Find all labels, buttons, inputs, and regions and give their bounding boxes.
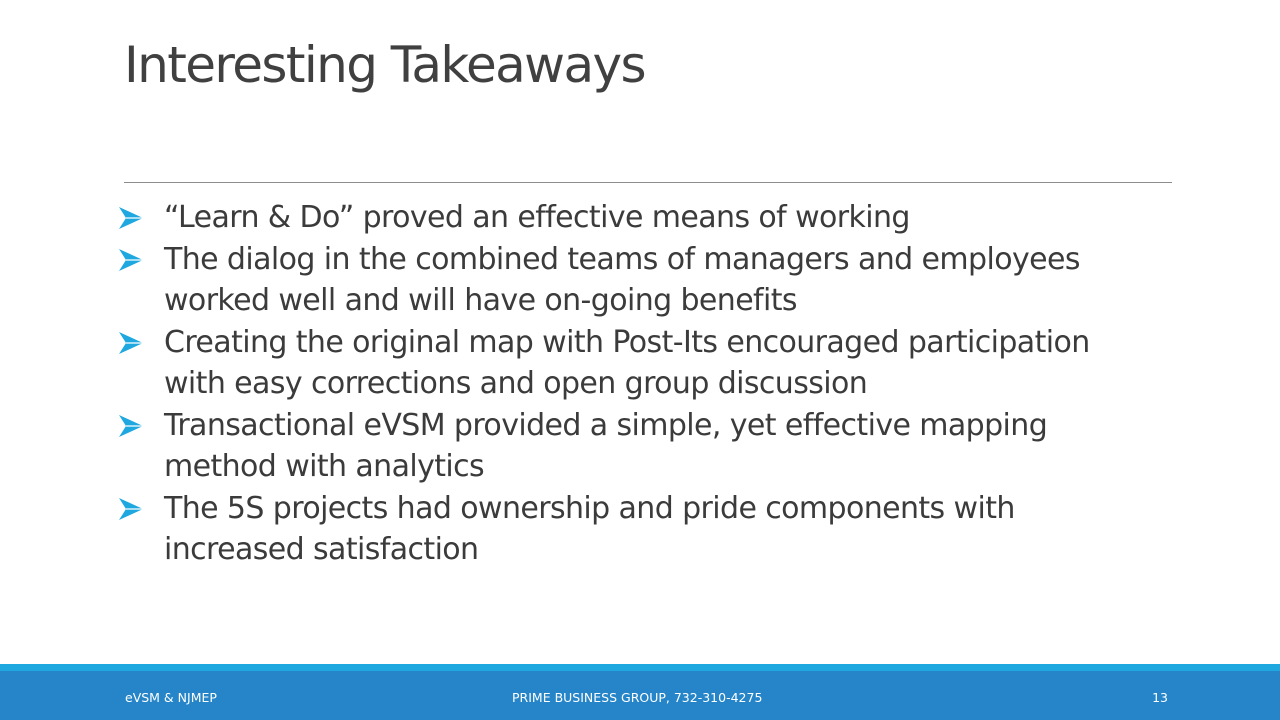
footer-center-text: PRIME BUSINESS GROUP, 732-310-4275	[512, 690, 763, 705]
bullet-item	[114, 488, 1174, 571]
footer-left-text: eVSM & NJMEP	[125, 690, 217, 705]
bullet-item	[114, 405, 1174, 488]
bullet-line: worked well and will have on-going benefits	[164, 283, 797, 318]
arrow-bullet-icon	[114, 239, 164, 280]
bullet-line: method with analytics	[164, 449, 485, 484]
bullet-text	[164, 239, 1080, 322]
bullet-item	[114, 239, 1174, 322]
bullet-line: increased satisfaction	[164, 532, 479, 567]
bullet-text	[164, 322, 1090, 405]
arrow-bullet-icon	[114, 322, 164, 363]
bullet-text	[164, 405, 1047, 488]
footer-accent-stripe	[0, 664, 1280, 671]
slide-title: Interesting Takeaways	[124, 36, 645, 94]
page-number: 13	[1152, 690, 1168, 705]
arrow-bullet-icon	[114, 488, 164, 529]
bullet-line: The 5S projects had ownership and pride components with	[164, 490, 1015, 526]
bullet-text	[164, 488, 1015, 571]
bullet-line: “Learn & Do” proved an effective means of working	[164, 200, 910, 235]
bullet-text	[164, 197, 910, 239]
bullet-line: with easy corrections and open group discussion	[164, 366, 868, 401]
title-divider	[124, 182, 1172, 183]
bullet-item	[114, 197, 1174, 239]
bullet-line: Transactional eVSM provided a simple, yet effective mapping	[164, 407, 1048, 443]
bullet-line: The dialog in the combined teams of managers and employees	[164, 241, 1080, 277]
arrow-bullet-icon	[114, 197, 164, 238]
arrow-bullet-icon	[114, 405, 164, 446]
bullet-item	[114, 322, 1174, 405]
slide-footer	[0, 664, 1280, 720]
bullet-line: Creating the original map with Post-Its encouraged participation	[164, 324, 1090, 360]
bullet-list	[114, 197, 1174, 571]
